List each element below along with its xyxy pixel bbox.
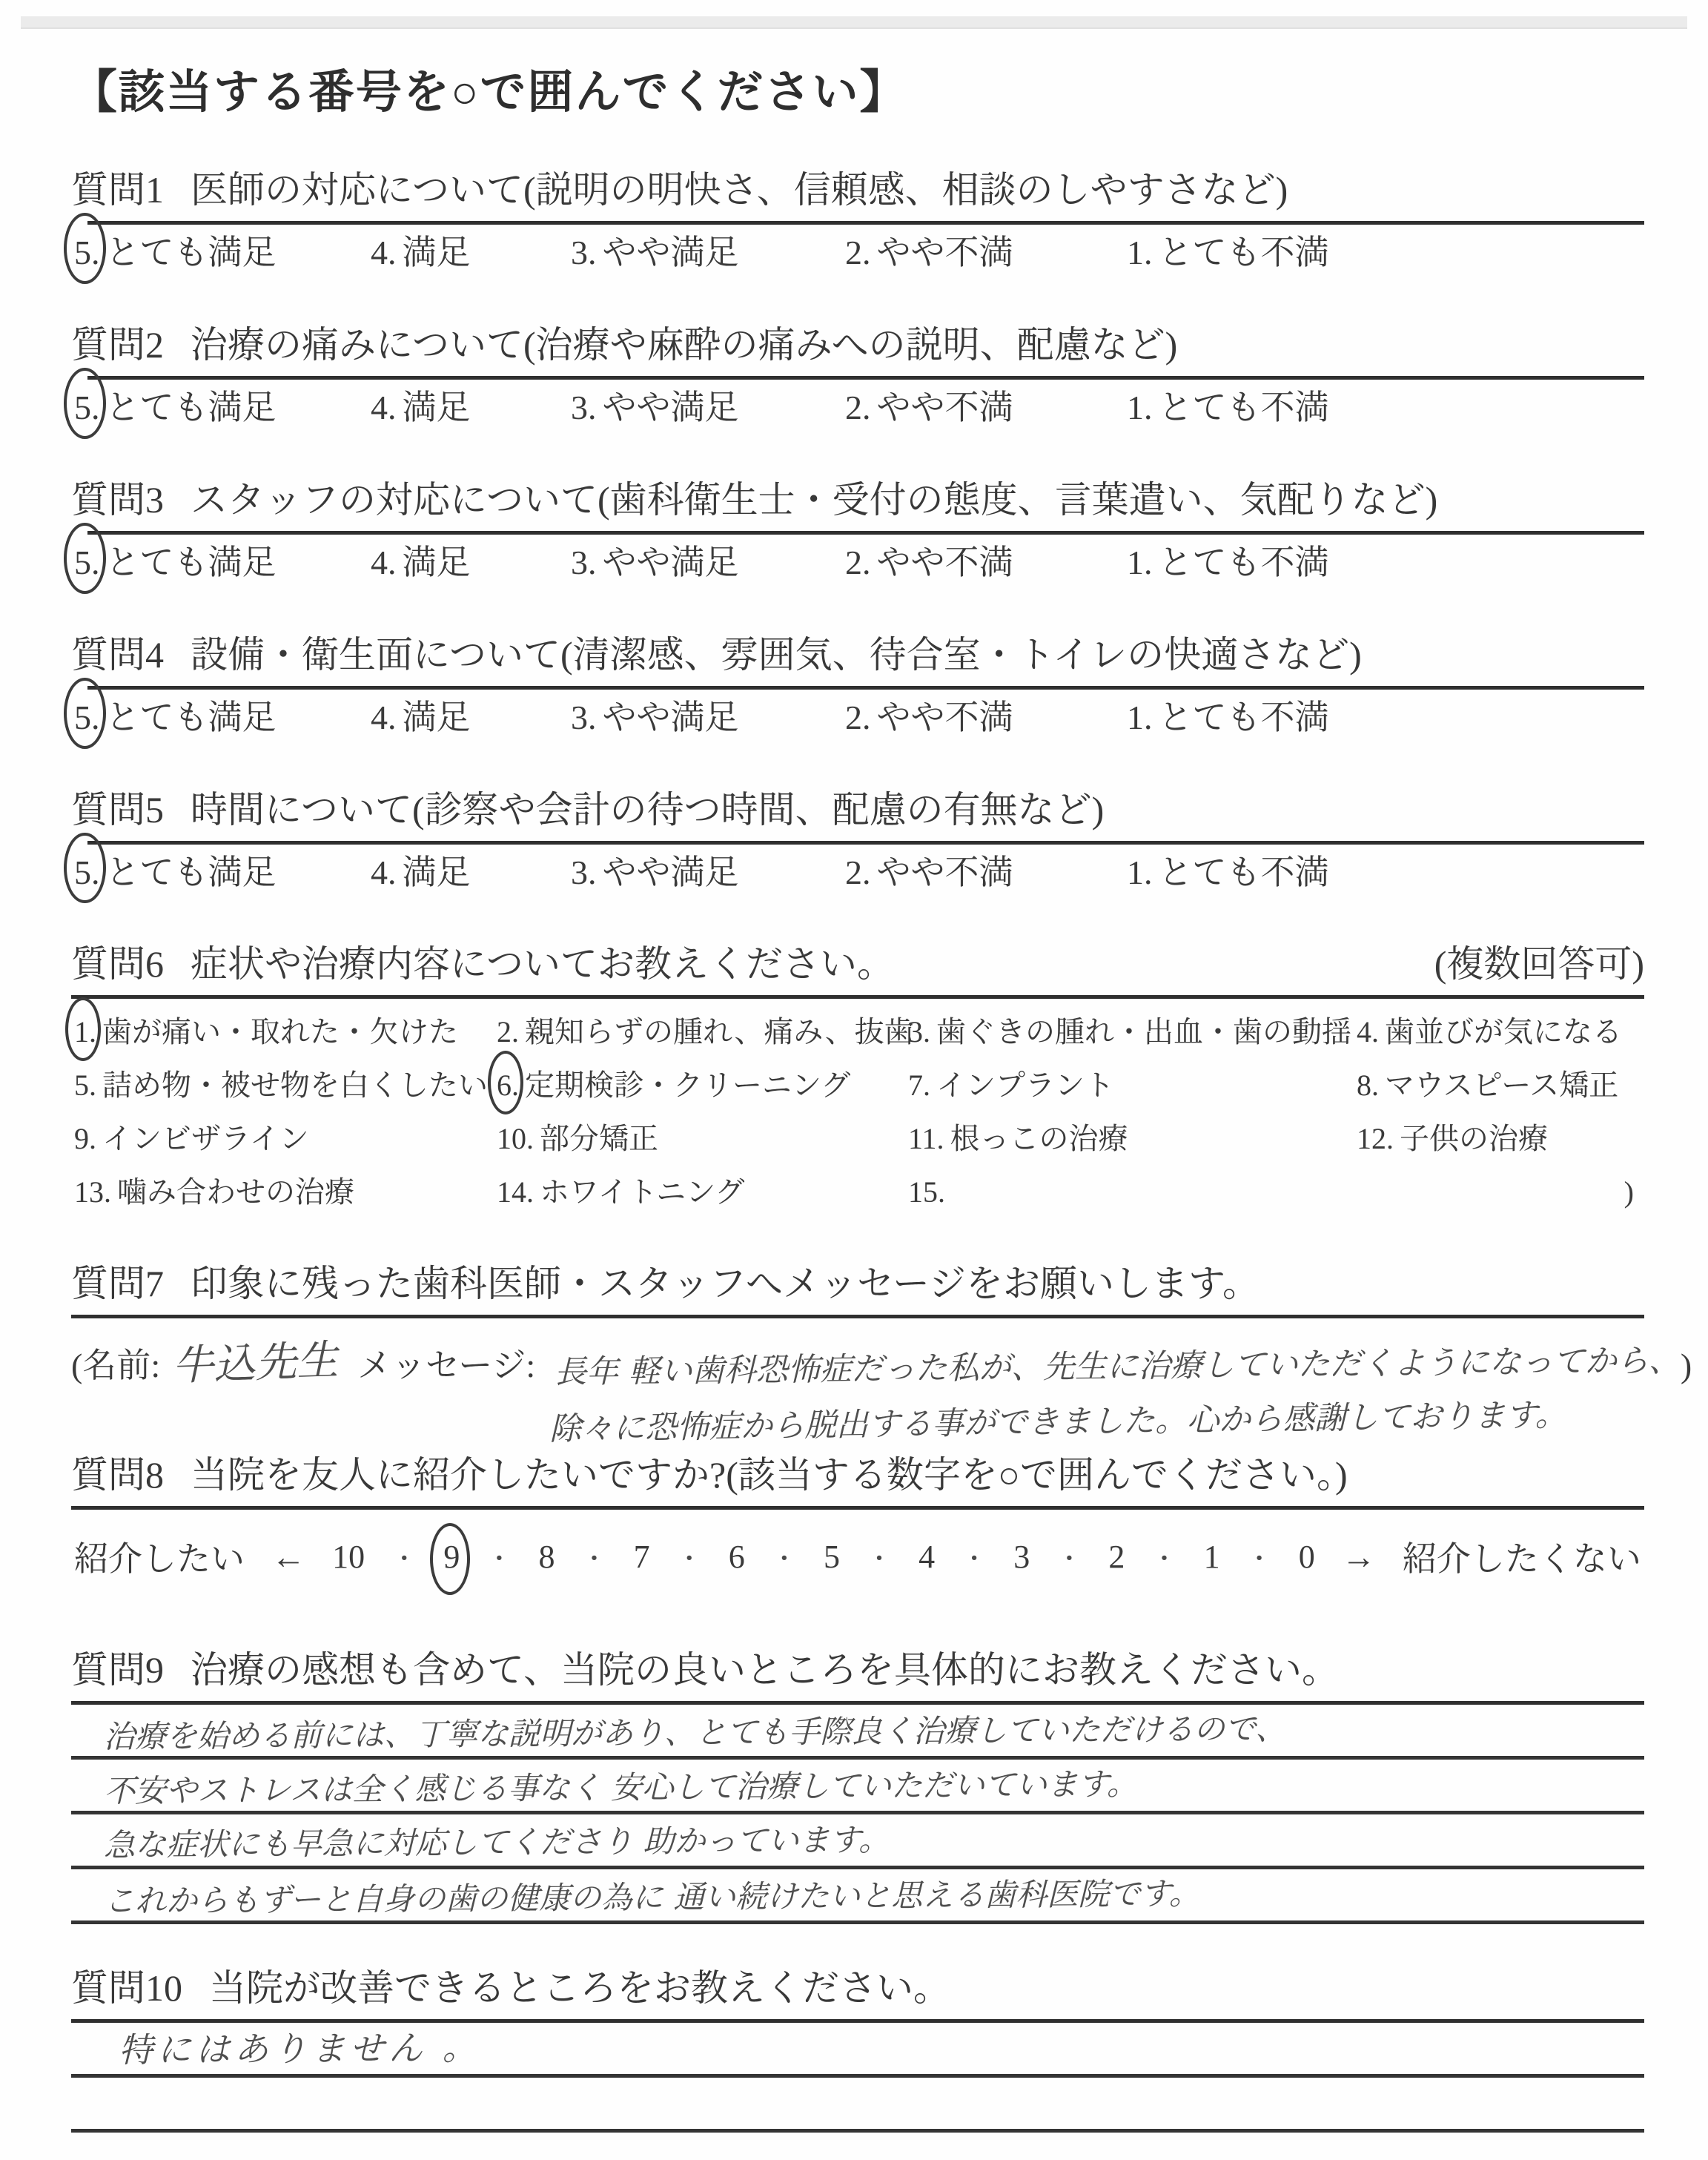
rating-option-3 bbox=[571, 851, 845, 895]
option-text: 噛み合わせの治療 bbox=[117, 1175, 354, 1209]
name-handwritten-value: 牛込先生 bbox=[171, 1336, 340, 1391]
handwritten-text: これからもずーと自身の歯の健康の為に 通い続けたいと思える歯科医院です。 bbox=[103, 1875, 1200, 1920]
rating-option-1 bbox=[1127, 541, 1644, 585]
scale-dot: ・ bbox=[1151, 1545, 1177, 1573]
option-number: 8. bbox=[1357, 1069, 1379, 1103]
scale-right-label: 紹介したくない bbox=[1402, 1540, 1641, 1579]
option-number: 2. bbox=[497, 1015, 519, 1049]
question-9-label: 質問9 bbox=[71, 1649, 164, 1691]
rating-option-3 bbox=[571, 231, 845, 275]
option-text: やや満足 bbox=[602, 234, 739, 272]
option-text: やや満足 bbox=[602, 853, 739, 891]
question-8 bbox=[71, 1453, 1644, 1596]
question-10 bbox=[71, 1966, 1644, 2160]
multiple-answers-note: (複数回答可) bbox=[1434, 943, 1644, 985]
other-option-close-paren: ) bbox=[1623, 1175, 1634, 1209]
divider-line bbox=[71, 1315, 1644, 1318]
option-text: とても満足 bbox=[105, 389, 277, 427]
option-number: 3. bbox=[571, 389, 597, 427]
question-1-title: 医師の対応について(説明の明快さ、信頼感、相談のしやすさなど) bbox=[191, 169, 1288, 211]
scale-number-3: 3 bbox=[1013, 1538, 1030, 1575]
question-3-options-row bbox=[71, 541, 1644, 585]
symptom-option-6 bbox=[497, 1064, 908, 1107]
option-text: やや不満 bbox=[876, 234, 1013, 272]
scale-dot: ・ bbox=[771, 1545, 797, 1573]
divider-line bbox=[87, 531, 1644, 535]
question-6 bbox=[71, 942, 1644, 1214]
option-number: 5. bbox=[74, 853, 100, 891]
scan-artifact-band bbox=[21, 16, 1687, 29]
option-text: 定期検診・クリーニング bbox=[525, 1069, 851, 1103]
answer-line-4 bbox=[71, 1869, 1644, 1924]
symptom-option-10 bbox=[497, 1117, 908, 1160]
survey-content bbox=[71, 65, 1692, 2160]
rating-option-2 bbox=[845, 541, 1127, 585]
question-5 bbox=[71, 787, 1644, 895]
option-number: 7. bbox=[908, 1069, 930, 1103]
question-10-label: 質問10 bbox=[71, 1967, 182, 2009]
circled-answer-mark bbox=[74, 541, 100, 585]
option-text: 根っこの治療 bbox=[950, 1122, 1128, 1156]
scale-dot: ・ bbox=[1246, 1545, 1272, 1573]
scale-dot: ・ bbox=[676, 1545, 702, 1573]
symptom-options-grid bbox=[71, 1011, 1644, 1214]
question-2-header bbox=[71, 323, 1644, 367]
rating-option-4 bbox=[371, 851, 571, 895]
message-handwritten-line-2: 除々に恐怖症から脱出する事ができました。心から感謝しております。 bbox=[549, 1396, 1567, 1448]
circled-answer-mark bbox=[497, 1064, 519, 1107]
circled-answer-mark bbox=[74, 386, 100, 430]
option-text: とても満足 bbox=[105, 698, 277, 736]
option-number: 1. bbox=[1127, 698, 1153, 736]
scale-dot: ・ bbox=[867, 1545, 893, 1573]
rating-option-5 bbox=[74, 386, 371, 430]
option-text: とても不満 bbox=[1158, 698, 1329, 736]
option-text: 満足 bbox=[402, 698, 471, 736]
free-answer-area bbox=[71, 2019, 1644, 2160]
option-number: 6. bbox=[497, 1069, 519, 1103]
answer-line-3 bbox=[71, 1814, 1644, 1869]
option-number: 13. bbox=[74, 1175, 111, 1209]
option-number: 2. bbox=[845, 853, 871, 891]
divider-line bbox=[71, 995, 1644, 999]
option-number: 1. bbox=[74, 1015, 96, 1049]
symptom-option-1 bbox=[74, 1011, 497, 1054]
free-answer-area bbox=[71, 1701, 1644, 1924]
option-text: やや不満 bbox=[876, 853, 1013, 891]
rating-option-4 bbox=[371, 541, 571, 585]
rating-option-5 bbox=[74, 851, 371, 895]
option-text: 子供の治療 bbox=[1400, 1122, 1548, 1156]
answer-line-3-empty bbox=[71, 2133, 1644, 2160]
question-8-header bbox=[71, 1453, 1644, 1497]
option-number: 4. bbox=[371, 698, 397, 736]
option-text: やや満足 bbox=[602, 543, 739, 581]
option-number: 4. bbox=[371, 389, 397, 427]
scale-dot: ・ bbox=[1056, 1545, 1082, 1573]
option-number: 4. bbox=[371, 234, 397, 272]
scale-number-4: 4 bbox=[918, 1538, 936, 1575]
message-handwritten-line-1: 長年 軽い歯科恐怖症だった私が、先生に治療していただくようになってから、 bbox=[554, 1342, 1681, 1392]
option-text: とても満足 bbox=[105, 543, 277, 581]
option-number: 3. bbox=[908, 1015, 930, 1049]
scale-number-5: 5 bbox=[823, 1538, 840, 1575]
circled-answer-mark bbox=[74, 1011, 96, 1054]
name-field-label: (名前: bbox=[71, 1347, 161, 1385]
option-text: 満足 bbox=[402, 389, 471, 427]
question-7-title: 印象に残った歯科医師・スタッフへメッセージをお願いします。 bbox=[191, 1263, 1260, 1305]
rating-option-1 bbox=[1127, 386, 1644, 430]
rating-option-2 bbox=[845, 386, 1127, 430]
option-text: やや不満 bbox=[876, 389, 1013, 427]
question-9 bbox=[71, 1648, 1644, 1924]
question-4 bbox=[71, 633, 1644, 740]
rating-option-4 bbox=[371, 231, 571, 275]
question-4-label: 質問4 bbox=[71, 633, 164, 676]
option-number: 1. bbox=[1127, 543, 1153, 581]
option-text: とても不満 bbox=[1158, 234, 1329, 272]
question-7 bbox=[71, 1261, 1692, 1448]
question-5-options-row bbox=[71, 851, 1644, 895]
handwritten-text: 治療を始める前には、丁寧な説明があり、とても手際良く治療していただけるので、 bbox=[103, 1710, 1287, 1755]
scale-number-9-circled: 9 bbox=[443, 1538, 460, 1575]
option-text: 満足 bbox=[402, 543, 471, 581]
option-text: とても不満 bbox=[1158, 389, 1329, 427]
answer-line-2-empty bbox=[71, 2078, 1644, 2133]
option-text: とても満足 bbox=[105, 234, 277, 272]
divider-line bbox=[87, 841, 1644, 845]
symptom-option-7 bbox=[908, 1064, 1357, 1107]
option-number: 3. bbox=[571, 543, 597, 581]
option-number: 11. bbox=[908, 1122, 944, 1156]
divider-line bbox=[71, 1506, 1644, 1510]
scale-number-0: 0 bbox=[1298, 1538, 1315, 1575]
symptom-option-9 bbox=[74, 1117, 497, 1160]
question-5-label: 質問5 bbox=[71, 788, 164, 830]
question-4-options-row bbox=[71, 696, 1644, 740]
option-number: 14. bbox=[497, 1175, 534, 1209]
question-8-title: 当院を友人に紹介したいですか?(該当する数字を○で囲んでください。) bbox=[191, 1454, 1348, 1496]
question-1-label: 質問1 bbox=[71, 169, 164, 211]
rating-option-2 bbox=[845, 696, 1127, 740]
option-text: 詰め物・被せ物を白くしたい bbox=[102, 1069, 488, 1103]
question-2-options-row bbox=[71, 386, 1644, 430]
rating-option-5 bbox=[74, 696, 371, 740]
answer-line-1 bbox=[71, 1705, 1644, 1760]
option-number: 3. bbox=[571, 853, 597, 891]
option-text: やや不満 bbox=[876, 543, 1013, 581]
question-5-header bbox=[71, 787, 1644, 832]
question-9-header bbox=[71, 1648, 1644, 1692]
symptom-option-2 bbox=[497, 1011, 914, 1054]
symptom-option-14 bbox=[497, 1171, 908, 1214]
option-number: 5. bbox=[74, 1069, 96, 1103]
scale-right-arrow: → bbox=[1341, 1537, 1376, 1576]
option-text: 部分矯正 bbox=[540, 1122, 658, 1156]
symptom-option-11 bbox=[908, 1117, 1357, 1160]
symptom-option-5 bbox=[74, 1064, 497, 1107]
symptom-option-12 bbox=[1357, 1117, 1644, 1160]
option-number: 2. bbox=[845, 543, 871, 581]
scale-dot: ・ bbox=[391, 1545, 417, 1573]
message-field-label: メッセージ: bbox=[357, 1347, 536, 1385]
option-text: 満足 bbox=[402, 234, 471, 272]
question-3-label: 質問3 bbox=[71, 478, 164, 521]
option-text: 満足 bbox=[402, 853, 471, 891]
question-2-label: 質問2 bbox=[71, 324, 164, 366]
scale-dot: ・ bbox=[581, 1545, 607, 1573]
scale-number-6: 6 bbox=[728, 1538, 745, 1575]
rating-option-1 bbox=[1127, 231, 1644, 275]
question-1 bbox=[71, 168, 1644, 275]
divider-line bbox=[87, 221, 1644, 225]
symptom-option-3 bbox=[908, 1011, 1357, 1054]
question-6-title: 症状や治療内容についてお教えください。 bbox=[191, 943, 894, 985]
circled-answer-mark bbox=[74, 696, 100, 740]
question-6-header bbox=[71, 942, 1644, 986]
symptom-option-8 bbox=[1357, 1064, 1644, 1107]
option-number: 1. bbox=[1127, 389, 1153, 427]
option-text: とても満足 bbox=[105, 853, 277, 891]
option-text: 親知らずの腫れ、痛み、抜歯 bbox=[525, 1015, 914, 1049]
option-text: やや満足 bbox=[602, 698, 739, 736]
question-1-options-row bbox=[71, 231, 1644, 275]
rating-option-3 bbox=[571, 386, 845, 430]
option-text: インビザライン bbox=[102, 1122, 309, 1156]
rating-option-5 bbox=[74, 231, 371, 275]
option-number: 4. bbox=[371, 853, 397, 891]
option-number: 4. bbox=[1357, 1015, 1379, 1049]
option-text: やや不満 bbox=[876, 698, 1013, 736]
option-number: 2. bbox=[845, 698, 871, 736]
option-text: とても不満 bbox=[1158, 853, 1329, 891]
page-title: 【該当する番号を○で囲んでください】 bbox=[71, 67, 907, 118]
option-text: 歯が痛い・取れた・欠けた bbox=[102, 1015, 458, 1049]
option-number: 2. bbox=[845, 234, 871, 272]
message-row-2 bbox=[549, 1396, 1644, 1448]
option-number: 10. bbox=[497, 1122, 534, 1156]
option-number: 3. bbox=[571, 698, 597, 736]
option-text: 歯並びが気になる bbox=[1385, 1015, 1622, 1049]
symptom-option-15 bbox=[908, 1171, 1357, 1214]
scale-dot: ・ bbox=[961, 1545, 987, 1573]
question-7-label: 質問7 bbox=[71, 1263, 164, 1305]
handwritten-text: 特にはありません 。 bbox=[118, 2027, 481, 2071]
rating-option-4 bbox=[371, 696, 571, 740]
question-3-title: スタッフの対応について(歯科衛生士・受付の態度、言葉遣い、気配りなど) bbox=[191, 478, 1438, 521]
option-number: 9. bbox=[74, 1122, 96, 1156]
question-10-header bbox=[71, 1966, 1644, 2010]
option-number: 5. bbox=[74, 543, 100, 581]
answer-line-1 bbox=[71, 2023, 1644, 2078]
scale-left-arrow: ← bbox=[271, 1537, 306, 1576]
option-number: 3. bbox=[571, 234, 597, 272]
question-10-title: 当院が改善できるところをお教えください。 bbox=[209, 1967, 950, 2009]
scale-left-label: 紹介したい bbox=[74, 1540, 245, 1579]
handwritten-text: 急な症状にも早急に対応してくださり 助かっています。 bbox=[103, 1821, 890, 1864]
question-3-header bbox=[71, 478, 1644, 522]
option-text: とても不満 bbox=[1158, 543, 1329, 581]
rating-option-2 bbox=[845, 851, 1127, 895]
answer-line-2 bbox=[71, 1760, 1644, 1814]
message-close-paren: ) bbox=[1680, 1347, 1692, 1385]
scale-number-8: 8 bbox=[538, 1538, 555, 1575]
option-number: 5. bbox=[74, 698, 100, 736]
rating-option-4 bbox=[371, 386, 571, 430]
scale-number-10: 10 bbox=[332, 1538, 365, 1575]
option-text: やや満足 bbox=[602, 389, 739, 427]
rating-option-5 bbox=[74, 541, 371, 585]
recommend-scale-row bbox=[71, 1520, 1644, 1596]
option-text: マウスピース矯正 bbox=[1385, 1069, 1619, 1103]
option-number: 2. bbox=[845, 389, 871, 427]
rating-option-3 bbox=[571, 696, 845, 740]
rating-option-2 bbox=[845, 231, 1127, 275]
question-6-label: 質問6 bbox=[71, 943, 164, 985]
option-number: 12. bbox=[1357, 1122, 1394, 1156]
question-4-title: 設備・衛生面について(清潔感、雰囲気、待合室・トイレの快適さなど) bbox=[191, 633, 1362, 676]
divider-line bbox=[87, 686, 1644, 690]
circled-answer-mark bbox=[74, 851, 100, 895]
option-number: 4. bbox=[371, 543, 397, 581]
option-number: 1. bbox=[1127, 853, 1153, 891]
rating-option-3 bbox=[571, 541, 845, 585]
question-8-label: 質問8 bbox=[71, 1454, 164, 1496]
symptom-option-13 bbox=[74, 1171, 497, 1214]
question-3 bbox=[71, 478, 1644, 585]
rating-option-1 bbox=[1127, 851, 1644, 895]
question-2 bbox=[71, 323, 1644, 430]
option-number: 5. bbox=[74, 234, 100, 272]
handwritten-text: 不安やストレスは全く感じる事なく 安心して治療していただいています。 bbox=[103, 1766, 1138, 1810]
question-1-header bbox=[71, 168, 1644, 212]
question-2-title: 治療の痛みについて(治療や麻酔の痛みへの説明、配慮など) bbox=[191, 324, 1178, 366]
scale-number-1: 1 bbox=[1203, 1538, 1220, 1575]
divider-line bbox=[87, 376, 1644, 380]
option-text: インプラント bbox=[936, 1069, 1114, 1103]
question-7-header bbox=[71, 1261, 1644, 1306]
scale-number-7: 7 bbox=[633, 1538, 650, 1575]
scale-dot: ・ bbox=[486, 1545, 512, 1573]
question-5-title: 時間について(診察や会計の待つ時間、配慮の有無など) bbox=[191, 788, 1105, 830]
message-row bbox=[71, 1330, 1692, 1392]
option-number: 15. bbox=[908, 1175, 945, 1209]
rating-option-1 bbox=[1127, 696, 1644, 740]
question-6-heading bbox=[71, 942, 894, 986]
question-4-header bbox=[71, 633, 1644, 677]
option-text: ホワイトニング bbox=[540, 1175, 745, 1209]
option-text: 歯ぐきの腫れ・出血・歯の動揺 bbox=[936, 1015, 1351, 1049]
option-number: 1. bbox=[1127, 234, 1153, 272]
option-number: 5. bbox=[74, 389, 100, 427]
scale-number-2: 2 bbox=[1108, 1538, 1125, 1575]
symptom-option-4 bbox=[1357, 1011, 1644, 1054]
circled-answer-mark bbox=[74, 231, 100, 275]
question-9-title: 治療の感想も含めて、当院の良いところを具体的にお教えください。 bbox=[191, 1649, 1339, 1691]
